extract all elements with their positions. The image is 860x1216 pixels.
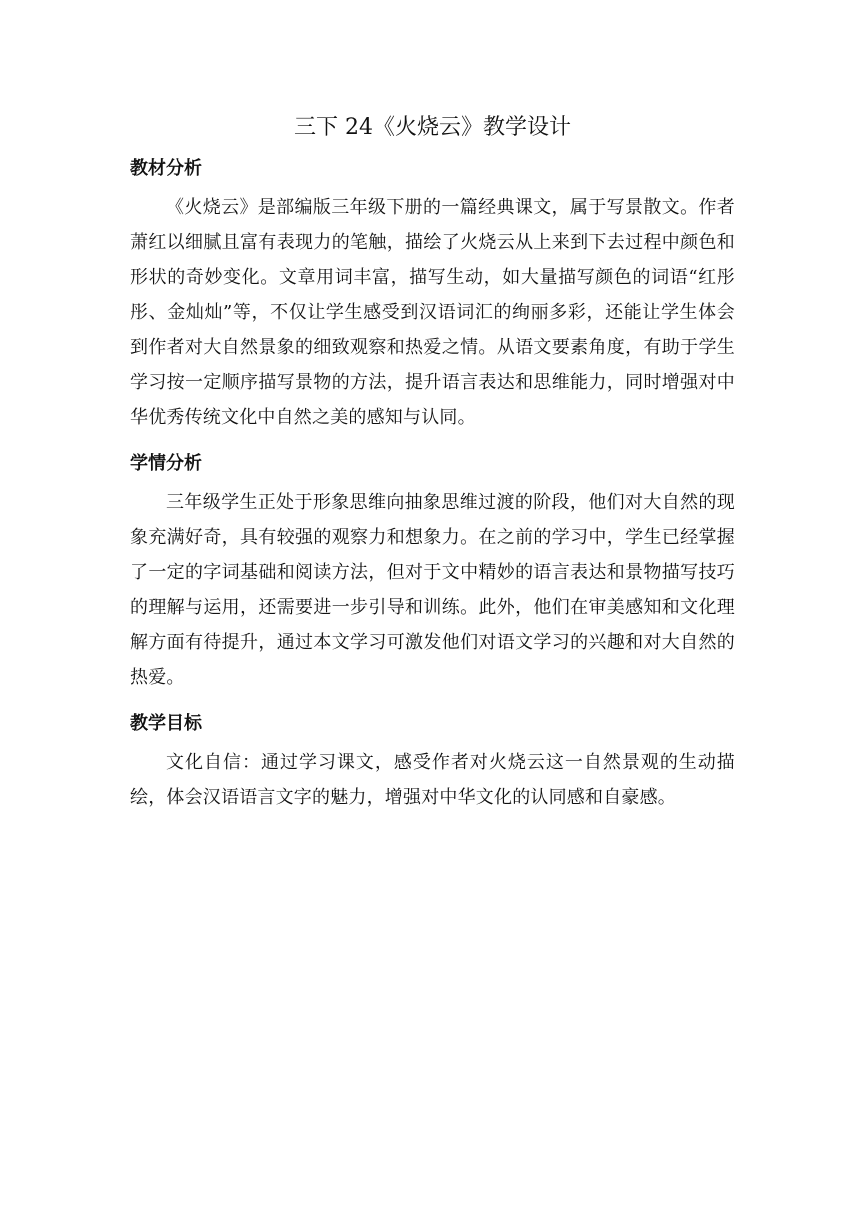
document-title: 三下 24《火烧云》教学设计 <box>294 115 571 140</box>
document-body <box>130 112 735 829</box>
section-heading: 学情分析 <box>130 453 202 474</box>
section-heading: 教材分析 <box>130 158 202 179</box>
section-paragraph: 三年级学生正处于形象思维向抽象思维过渡的阶段，他们对大自然的现象充满好奇，具有较强的观察力和想象力。在之前的学习中，学生已经掌握了一定的字词基础和阅读方法，但对于文中精妙的语言表达和景物描写技巧的理解与运用，还需要进一步引导和训练。此外，他们在审美感知和文化理解方面有待提升，通过本文学习可激发他们对语文学习的兴趣和对大自然的热爱。 <box>130 492 735 688</box>
section-paragraph: 文化自信：通过学习课文，感受作者对火烧云这一自然景观的生动描绘，体会汉语语言文字的魅力，增强对中华文化的认同感和自豪感。 <box>130 752 735 808</box>
section-textbook-analysis <box>130 154 735 435</box>
section-heading: 教学目标 <box>130 713 202 734</box>
section-paragraph: 《火烧云》是部编版三年级下册的一篇经典课文，属于写景散文。作者萧红以细腻且富有表现力的笔触，描绘了火烧云从上来到下去过程中颜色和形状的奇妙变化。文章用词丰富，描写生动，如大量描写颜色的词语“红彤彤、金灿灿”等，不仅让学生感受到汉语词汇的绚丽多彩，还能让学生体会到作者对大自然景象的细致观察和热爱之情。从语文要素角度，有助于学生学习按一定顺序描写景物的方法，提升语言表达和思维能力，同时增强对中华优秀传统文化中自然之美的感知与认同。 <box>130 197 735 428</box>
section-student-analysis <box>130 449 735 695</box>
section-teaching-goals <box>130 709 735 815</box>
